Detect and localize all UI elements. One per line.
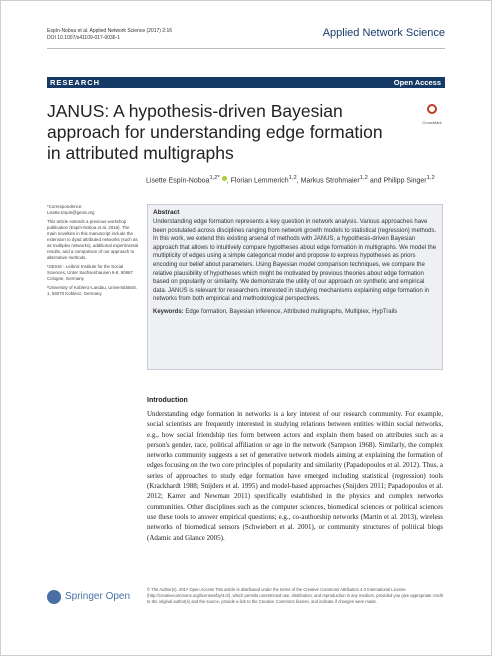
author-affil: 1,2	[426, 175, 435, 181]
publisher-name: Springer Open	[65, 591, 131, 602]
author-name: Lisette Espín-Noboa	[146, 177, 210, 185]
section-band	[47, 77, 445, 88]
springer-horse-icon	[47, 590, 61, 604]
abstract-body: Understanding edge formation represents a key question in network analysis. Various approaches have been postulated across disciplines ranging from network growth models to statistical (regression) methods. In this work, we extend this existing arsenal of methods with JANUS, a hypothesis-driven Bayesian approach that allows to intuitively compare hypotheses about edge formation in multigraphs. We model the multiplicity of edges using a simple categorical model and propose to express hypotheses as priors encoding our belief about parameters. Using Bayesian model comparison techniques, we compare the relative plausibility of hypotheses which might be motivated by previous theories about edge formation based on popularity or similarity. We demonstrate the utility of our approach on synthetic and empirical data. JANUS is relevant for researchers interested in studying mechanisms explaining edge formation in networks from both empirical and methodological perspectives.	[153, 219, 437, 303]
abstract-heading: Abstract	[153, 209, 180, 216]
author-affil: 1,2*	[209, 175, 220, 181]
author-name: , Florian Lemmerich	[226, 177, 289, 185]
correspondence-label: *Correspondence:	[47, 204, 83, 209]
header-divider	[47, 48, 445, 49]
journal-name: Applied Network Science	[322, 27, 445, 39]
crossmark-badge[interactable]	[417, 101, 447, 125]
author-affil: 1,2	[288, 175, 297, 181]
keywords-list: Edge formation, Bayesian inference, Attributed multigraphs, Multiplex, HypTrails	[185, 308, 398, 315]
license-footer: © The Author(s). 2017 Open Access This article is distributed under the terms of the Creative Commons Attribution 4.0 International License (http://creativecommons.org/licenses/by/4.0/), which permits unrestricted use, distribution, and reproduction in any medium, provided you give appropriate credit to the original author(s) and the source, provide a link to the Creative Commons license, and indicate if changes were made.	[147, 587, 443, 604]
abstract-box	[147, 204, 443, 370]
correspondence-email[interactable]: Lisette.Espin@gesis.org	[47, 210, 95, 215]
keywords-label: Keywords:	[153, 308, 184, 315]
keywords	[153, 308, 437, 317]
header-doi[interactable]: DOI 10.1007/s41109-017-0036-1	[47, 35, 121, 41]
springer-open-logo	[47, 587, 147, 611]
affiliation-2: ²University of Koblenz-Landau, Universitätsstr. 1, 56070 Koblenz, Germany	[47, 285, 138, 296]
introduction-heading: Introduction	[147, 397, 188, 404]
header-citation: Espín-Noboa et al. Applied Network Science (2017) 2:16	[47, 28, 173, 34]
author-name: , Markus Strohmaier	[296, 177, 360, 185]
extension-note: This article extends a previous workshop publication (Espín-Noboa et al. 2016). The main novelties in this manuscript include the extension to dyad attributed networks (such as as multiplex networks), additional experimental results, and a comparison of our approach to alternative methods.	[47, 219, 139, 260]
affiliation-1: ¹GESIS - Leibniz Institute for the Social Sciences, Unter Sachsenhausen 6-8, 50667 Cologne, Germany	[47, 264, 133, 281]
header-citation-block	[47, 28, 172, 42]
crossmark-label: CrossMark	[422, 120, 442, 125]
paper-title: JANUS: A hypothesis-driven Bayesian approach for understanding edge formation in attributed multigraphs	[47, 101, 383, 163]
section-label: RESEARCH	[50, 78, 101, 87]
crossmark-icon	[427, 104, 437, 114]
sidebar-notes	[47, 204, 139, 300]
author-name: and Philipp Singer	[367, 177, 427, 185]
introduction-body: Understanding edge formation in networks is a key interest of our research community. For example, social scientists are frequently interested in studying relations between entities within social networks, e.g., how social friendship ties form between actors and explain them based on attributes such as a person's gender, race, political affiliation or age in the network (Sampson 1968). Similarly, the complex networks community suggests a set of generative network models aiming at explaining the formation of edges focusing on the two core principles of popularity and similarity (Papadopoulos et al. 2012). Thus, a series of approaches to study edge formation have emerged including statistical (regression) tools (Krackhardt 1988; Snijders et al. 1995) and model-based approaches (Snijders 2011; Papadopoulos et al. 2012; Karrer and Newman 2011) specifically established in the physics and complex networks communities. Other disciplines such as the computer sciences, biomedical sciences or political sciences use these tools to answer empirical questions; e.g., co-authorship networks (Martin et al. 2013), wireless networks of biomedical sensors (Schwiebert et al. 2001), or community structures of political blogs (Adamic and Glance 2005).	[147, 410, 443, 542]
author-affil: 1,2	[359, 175, 368, 181]
open-access-label: Open Access	[393, 78, 441, 87]
author-list	[146, 175, 435, 184]
